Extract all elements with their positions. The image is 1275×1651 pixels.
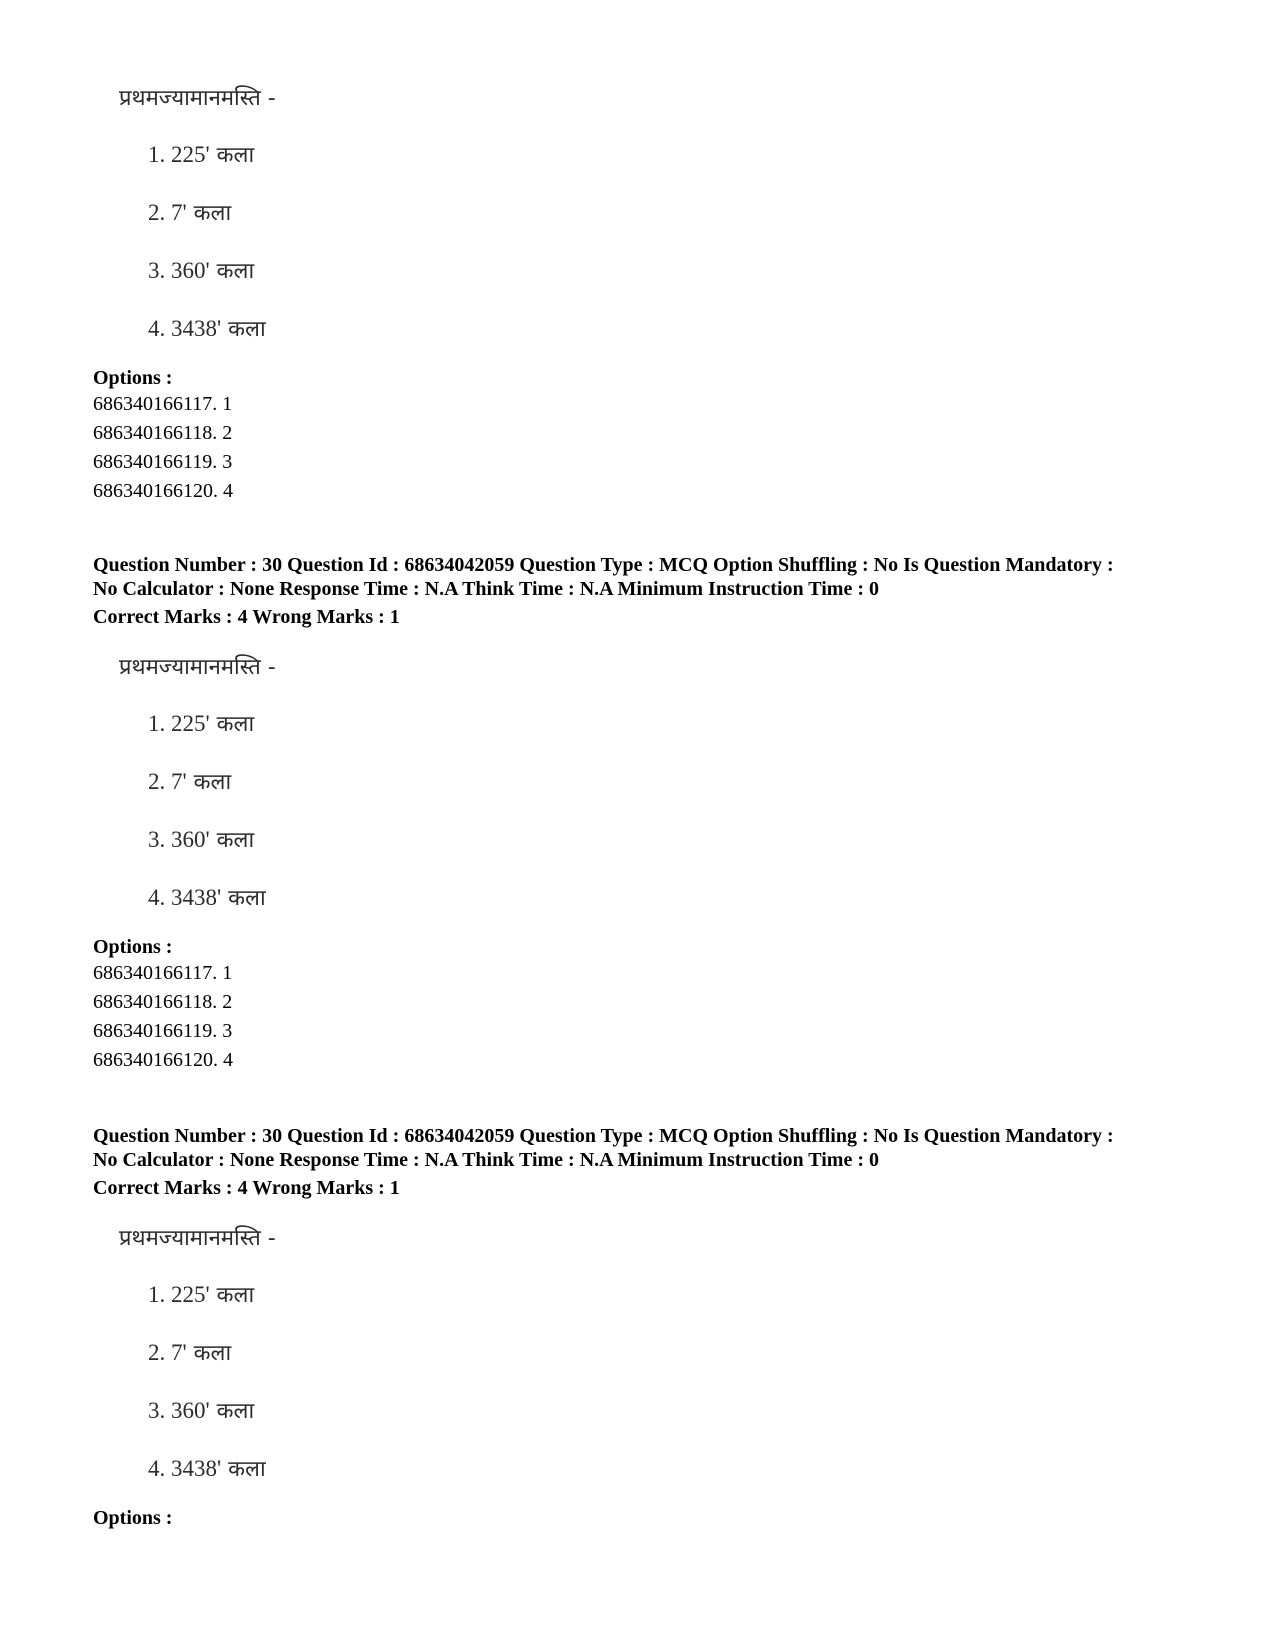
options-label: Options : <box>93 936 173 958</box>
question-choice: 3. 360' कला <box>148 1398 255 1424</box>
question-image <box>93 86 1213 342</box>
question-meta-line: No Calculator : None Response Time : N.A Think Time : N.A Minimum Instruction Time : 0 <box>93 1149 879 1171</box>
question-section-0 <box>93 86 1213 506</box>
question-choice: 4. 3438' कला <box>148 1456 266 1482</box>
question-choice: 3. 360' कला <box>148 258 255 284</box>
question-choice: 3. 360' कला <box>148 827 255 853</box>
options-label: Options : <box>93 367 173 389</box>
question-image <box>93 655 1213 911</box>
question-choice: 2. 7' कला <box>148 1340 232 1366</box>
option-row: 686340166118. 2 <box>93 991 233 1013</box>
question-choice: 1. 225' कला <box>148 1282 255 1308</box>
question-choice: 2. 7' कला <box>148 769 232 795</box>
marks-line: Correct Marks : 4 Wrong Marks : 1 <box>93 1177 400 1199</box>
marks-line: Correct Marks : 4 Wrong Marks : 1 <box>93 606 400 628</box>
question-image <box>93 1226 1213 1482</box>
question-meta-line: Question Number : 30 Question Id : 68634042059 Question Type : MCQ Option Shuffling : No Is Question Mandatory : <box>93 1125 1114 1147</box>
options-label: Options : <box>93 1507 173 1529</box>
question-meta-line: Question Number : 30 Question Id : 68634042059 Question Type : MCQ Option Shuffling : No Is Question Mandatory : <box>93 554 1114 576</box>
option-row: 686340166120. 4 <box>93 480 233 502</box>
question-stem: प्रथमज्यामानमस्ति - <box>119 655 276 680</box>
question-section-2 <box>93 1124 1213 1530</box>
question-stem: प्रथमज्यामानमस्ति - <box>119 1226 276 1251</box>
question-choice: 4. 3438' कला <box>148 885 266 911</box>
question-choice: 1. 225' कला <box>148 142 255 168</box>
question-stem: प्रथमज्यामानमस्ति - <box>119 86 276 111</box>
question-meta-line: No Calculator : None Response Time : N.A Think Time : N.A Minimum Instruction Time : 0 <box>93 578 879 600</box>
question-section-1 <box>93 553 1213 1075</box>
question-choice: 2. 7' कला <box>148 200 232 226</box>
question-choice: 1. 225' कला <box>148 711 255 737</box>
option-row: 686340166117. 1 <box>93 962 233 984</box>
option-row: 686340166119. 3 <box>93 451 233 473</box>
option-row: 686340166118. 2 <box>93 422 233 444</box>
option-row: 686340166119. 3 <box>93 1020 233 1042</box>
option-row: 686340166117. 1 <box>93 393 233 415</box>
option-row: 686340166120. 4 <box>93 1049 233 1071</box>
question-choice: 4. 3438' कला <box>148 316 266 342</box>
